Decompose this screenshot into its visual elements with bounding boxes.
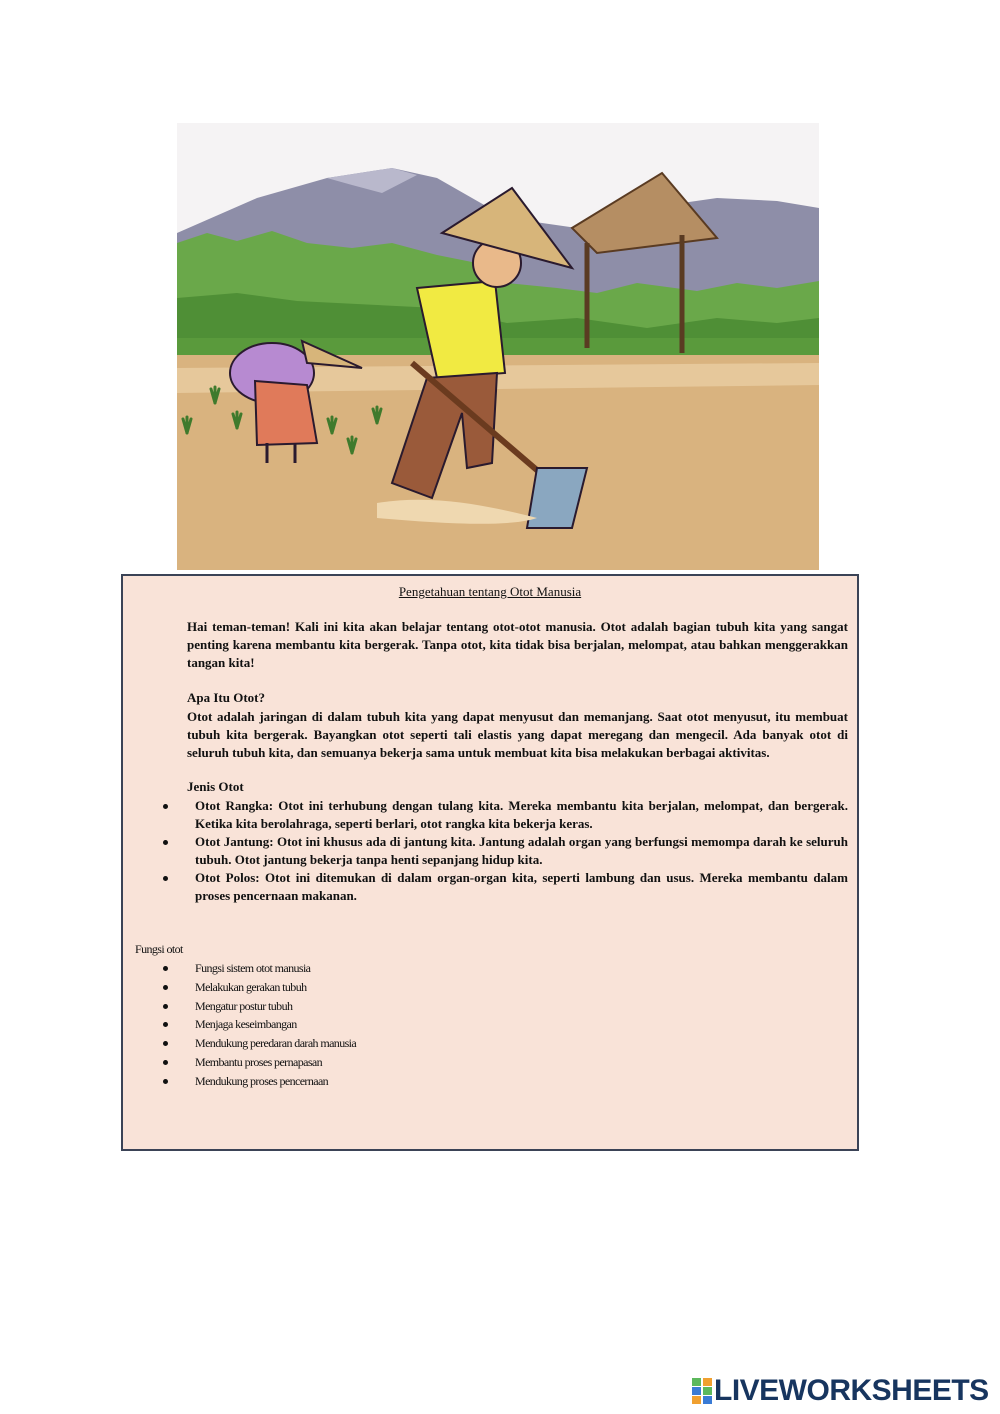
list-item: Melakukan gerakan tubuh	[163, 978, 356, 997]
bullet-icon	[163, 1060, 168, 1065]
list-item: Mendukung peredaran darah manusia	[163, 1034, 356, 1053]
bullet-icon	[163, 804, 168, 809]
bullet-icon	[163, 876, 168, 881]
functions-heading: Fungsi otot	[135, 942, 183, 956]
list-item: Otot Polos: Otot ini ditemukan di dalam organ-organ kita, seperti lambung dan usus. Mereka membantu dalam proses pencernaan makanan.	[163, 869, 848, 905]
page-title: Pengetahuan tentang Otot Manusia	[398, 584, 582, 599]
liveworksheets-logo[interactable]	[692, 1374, 989, 1408]
what-paragraph: Otot adalah jaringan di dalam tubuh kita yang dapat menyusut dan memanjang. Saat otot menyusut, itu membuat tubuh kita bergerak. Bayangkan otot seperti tali elastis yang dapat meregang dan mengecil. Ada banyak otot di seluruh tubuh kita, dan semuanya bekerja sama untuk membuat kita bisa melakukan berbagai aktivitas.	[187, 709, 848, 760]
bullet-icon	[163, 1022, 168, 1027]
brand-tiles-icon	[692, 1378, 712, 1404]
intro-paragraph: Hai teman-teman! Kali ini kita akan belajar tentang otot-otot manusia. Otot adalah bagian tubuh kita yang sangat penting karena membantu kita bergerak. Tanpa otot, kita tidak bisa berjalan, melompat, atau bahkan menggerakkan tangan kita!	[187, 619, 848, 670]
rice-field-picture	[177, 123, 819, 570]
bullet-icon	[163, 1079, 168, 1084]
what-heading: Apa Itu Otot?	[187, 690, 266, 705]
list-item: Otot Jantung: Otot ini khusus ada di jantung kita. Jantung adalah organ yang berfungsi memompa darah ke seluruh tubuh. Otot jantung bekerja tanpa henti sepanjang hidup kita.	[163, 833, 848, 869]
bullet-icon	[163, 966, 168, 971]
list-item: Mendukung proses pencernaan	[163, 1072, 356, 1091]
types-list	[163, 797, 848, 905]
list-item: Menjaga keseimbangan	[163, 1015, 356, 1034]
list-item: Membantu proses pernapasan	[163, 1053, 356, 1072]
text-panel	[121, 574, 859, 1151]
functions-list	[163, 959, 356, 1091]
farm-illustration	[177, 123, 819, 570]
types-heading: Jenis Otot	[187, 779, 244, 794]
bullet-icon	[163, 1004, 168, 1009]
brand-name: LIVEWORKSHEETS	[714, 1374, 989, 1407]
list-item: Fungsi sistem otot manusia	[163, 959, 356, 978]
list-item: Mengatur postur tubuh	[163, 997, 356, 1016]
bullet-icon	[163, 985, 168, 990]
list-item: Otot Rangka: Otot ini terhubung dengan tulang kita. Mereka membantu kita berjalan, melompat, dan bergerak. Ketika kita berolahraga, seperti berlari, otot rangka kita bekerja keras.	[163, 797, 848, 833]
bullet-icon	[163, 1041, 168, 1046]
bullet-icon	[163, 840, 168, 845]
